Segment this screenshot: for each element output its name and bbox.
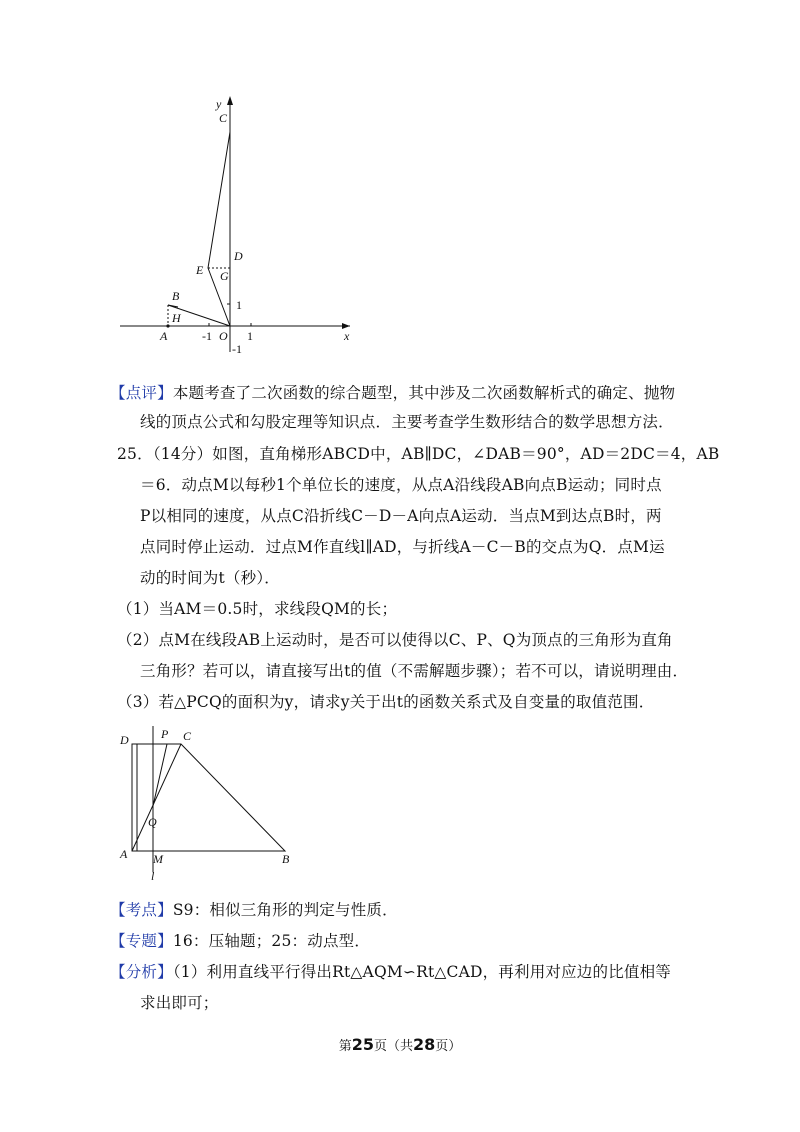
footer-suffix: 页） — [435, 1039, 462, 1054]
kaodian-tag-open: 【 — [110, 901, 126, 919]
fig2-label-c: C — [183, 729, 192, 743]
problem-line-3: P以相同的速度，从点C沿折线C－D－A向点A运动．当点M到达点B时，两 — [140, 507, 662, 525]
label-neg-one-x: -1 — [202, 329, 212, 343]
footer-page-number: 25 — [351, 1035, 374, 1054]
label-o: O — [219, 329, 228, 343]
fenxi-tag: 分析 — [125, 963, 158, 981]
fig2-label-d: D — [120, 733, 129, 747]
zhuanti-line — [110, 931, 370, 951]
y-axis-arrow — [227, 96, 233, 105]
question-1: （1）当AM＝0.5时，求线段QM的长； — [117, 600, 398, 618]
fig2-label-q: Q — [148, 815, 157, 829]
comment-tag-close: 】 — [157, 384, 173, 402]
point-a-dot — [166, 324, 169, 327]
label-h: H — [172, 311, 181, 325]
line-c-e-o — [208, 132, 230, 326]
footer-total-pages: 28 — [413, 1035, 436, 1054]
fenxi-tag-close: 】 — [157, 963, 173, 981]
label-one-y: 1 — [236, 298, 242, 312]
problem-line-5: 动的时间为t（秒）． — [140, 569, 280, 587]
label-a: A — [160, 329, 168, 343]
trapezoid-figure — [115, 720, 305, 885]
zhuanti-tag: 专题 — [125, 932, 158, 950]
question-2-line-2: 三角形？若可以，请直接写出t的值（不需解题步骤）；若不可以，请说明理由． — [140, 662, 689, 680]
label-g: G — [220, 269, 229, 283]
fig2-label-m: M — [153, 852, 163, 866]
comment-tag-open: 【 — [110, 384, 126, 402]
kaodian-tag: 考点 — [125, 901, 158, 919]
problem-line-1: 25．（14分）如图，直角梯形ABCD中，AB∥DC，∠DAB＝90°，AD＝2DC＝4，AB — [117, 445, 720, 463]
kaodian-text: S9：相似三角形的判定与性质． — [172, 901, 398, 919]
comment-line-2: 线的顶点公式和勾股定理等知识点．主要考查学生数形结合的数学思想方法． — [140, 413, 674, 431]
question-2-line-1: （2）点M在线段AB上运动时，是否可以使得以C、P、Q为顶点的三角形为直角 — [117, 631, 673, 649]
fig2-label-l: l — [151, 869, 155, 883]
label-neg-one-y: -1 — [232, 342, 242, 356]
problem-line-2: ＝6．动点M以每秒1个单位长的速度，从点A沿线段AB向点B运动；同时点 — [140, 476, 662, 494]
kaodian-tag-close: 】 — [157, 901, 173, 919]
label-e: E — [196, 263, 204, 277]
diagonal-a-c — [132, 744, 181, 851]
line-p-q — [153, 744, 167, 806]
page-footer — [0, 1035, 800, 1054]
comment-text-1: 本题考查了二次函数的综合题型，其中涉及二次函数解析式的确定、抛物 — [172, 384, 676, 402]
label-one-x: 1 — [247, 329, 253, 343]
footer-mid: 页（共 — [373, 1039, 413, 1054]
zhuanti-tag-open: 【 — [110, 932, 126, 950]
zhuanti-tag-close: 】 — [157, 932, 173, 950]
fig2-label-p: P — [161, 727, 169, 741]
label-b: B — [172, 289, 180, 303]
zhuanti-text: 16：压轴题；25：动点型． — [172, 932, 371, 950]
label-x: x — [344, 329, 350, 343]
kaodian-line — [110, 900, 398, 920]
fenxi-text-1: （1）利用直线平行得出Rt△AQM∽Rt△CAD，再利用对应边的比值相等 — [172, 963, 672, 981]
label-c: C — [219, 111, 228, 125]
fig2-label-b: B — [282, 852, 290, 866]
fenxi-tag-open: 【 — [110, 963, 126, 981]
label-d: D — [234, 249, 243, 263]
coordinate-figure — [110, 90, 370, 360]
comment-line-1 — [110, 383, 675, 403]
fig2-label-a: A — [120, 847, 128, 861]
comment-tag: 点评 — [125, 384, 158, 402]
fenxi-line-2: 求出即可； — [140, 994, 219, 1012]
problem-line-4: 点同时停止运动．过点M作直线l∥AD，与折线A－C－B的交点为Q．点M运 — [140, 538, 665, 556]
label-y: y — [216, 97, 222, 111]
footer-prefix: 第 — [338, 1039, 352, 1054]
question-3: （3）若△PCQ的面积为y，请求y关于出t的函数关系式及自变量的取值范围． — [117, 693, 655, 711]
fenxi-line-1 — [110, 962, 671, 982]
